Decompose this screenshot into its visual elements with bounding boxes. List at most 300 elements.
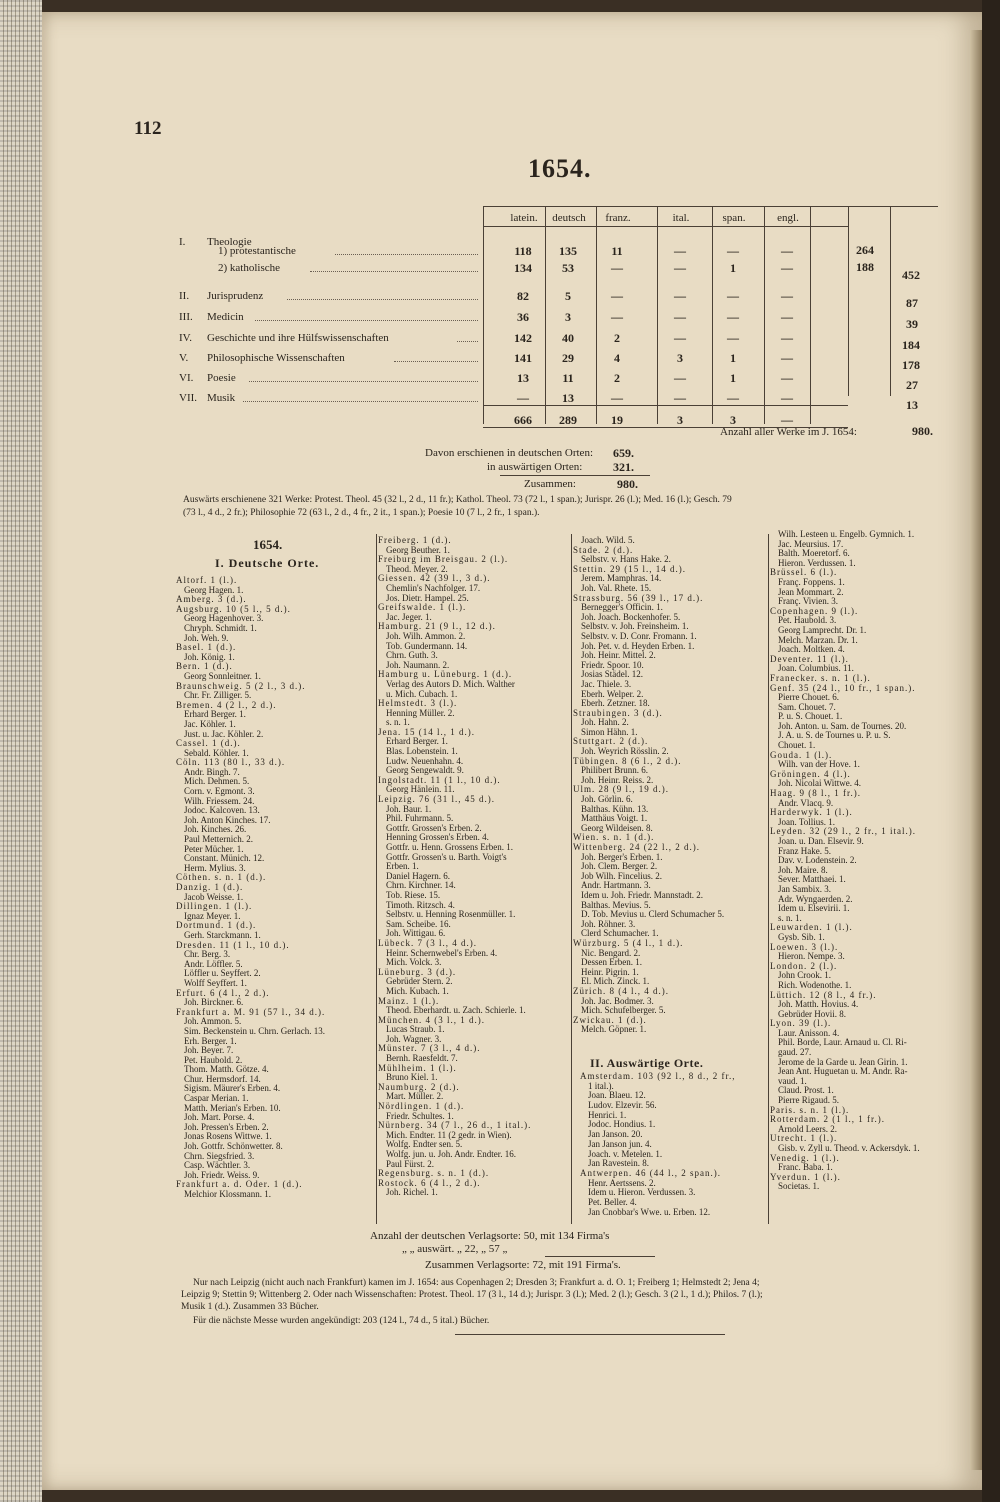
- publisher-entry: Erben. 1.: [386, 862, 419, 872]
- publisher-entry: Henning Müller. 2.: [386, 708, 455, 718]
- place-entry: Nördlingen. 1 (d.).: [378, 1102, 465, 1112]
- place-entry: Würzburg. 5 (4 l., 1 d.).: [573, 938, 684, 948]
- place-entry: Altorf. 1 (l.).: [176, 576, 238, 585]
- place-entry: Gröningen. 4 (l.).: [770, 769, 851, 779]
- publisher-entry: Jacob Weisse. 1.: [184, 892, 244, 902]
- publisher-entry: Joh. Naumann. 2.: [386, 660, 450, 670]
- publisher-entry: Lucas Straub. 1.: [386, 1025, 445, 1035]
- publisher-entry: Joh. Ammon. 5.: [184, 1017, 242, 1027]
- place-entry: Bern. 1 (d.).: [176, 662, 233, 672]
- publisher-entry: Joach. Wild. 5.: [581, 536, 635, 545]
- publisher-entry: Ludov. Elzevir. 56.: [588, 1101, 657, 1111]
- publisher-entry: Matth. Merian's Erben. 10.: [184, 1103, 281, 1113]
- publisher-entry: Joach. Moltken. 4.: [778, 645, 845, 655]
- publisher-entry: Paul Fürst. 2.: [386, 1159, 435, 1169]
- publisher-entry: Selbstv. u. Henning Rosenmüller. 1.: [386, 910, 516, 920]
- publisher-entry: Jonas Rosens Wittwe. 1.: [184, 1132, 272, 1142]
- verlag-rule: [545, 1256, 655, 1257]
- table-row-leader: [249, 381, 478, 382]
- publisher-entry: Nic. Bengard. 2.: [581, 948, 641, 958]
- table-cell: —: [781, 289, 793, 303]
- table-cell: 118: [514, 244, 532, 258]
- publisher-entry: Joh. Richel. 1.: [386, 1188, 438, 1198]
- table-col-header: span.: [722, 212, 746, 224]
- publisher-entry: Jos. Dietr. Hampel. 25.: [386, 593, 469, 603]
- table-sum-cell: 19: [611, 413, 623, 427]
- publisher-entry: Mich. Kubach. 1.: [386, 986, 449, 996]
- publisher-entry: Jan Sambix. 3.: [778, 884, 831, 894]
- table-row-roman: VI.: [179, 372, 194, 384]
- publisher-entry: Tob. Riese. 15.: [386, 890, 441, 900]
- summary-line3-label: Zusammen:: [524, 478, 576, 490]
- table-cell: 1: [730, 371, 736, 385]
- place-entry: Leuwarden. 1 (l.).: [770, 923, 853, 933]
- publisher-entry: Friedr. Schultes. 1.: [386, 1111, 454, 1121]
- place-entry: Braunschweig. 5 (2 l., 3 d.).: [176, 681, 306, 691]
- publisher-entry: Chr. Fr. Zilliger. 5.: [184, 691, 252, 701]
- place-entry: Freiburg im Breisgau. 2 (l.).: [378, 555, 509, 565]
- publisher-entry: Bernh. Raesfeldt. 7.: [386, 1054, 458, 1064]
- publisher-column-3-foreign: [580, 1072, 776, 1217]
- table-cell: —: [674, 289, 686, 303]
- table-cell: —: [674, 391, 686, 405]
- place-entry: Loewen. 3 (l.).: [770, 942, 839, 952]
- place-entry: Amberg. 3 (d.).: [176, 595, 247, 605]
- publisher-entry: Erhard Berger. 1.: [386, 737, 448, 747]
- publisher-entry: Verlag des Autors D. Mich. Walther: [386, 679, 515, 689]
- place-entry: Cöthen. s. n. 1 (d.).: [176, 873, 267, 883]
- table-row-leader: [287, 299, 478, 300]
- table-cell: 29: [562, 351, 574, 365]
- place-entry: Greifswalde. 1 (l.).: [378, 603, 467, 613]
- publisher-entry: Chr. Berg. 3.: [184, 950, 231, 960]
- place-entry: Venedig. 1 (l.).: [770, 1153, 840, 1163]
- table-header-rule: [483, 226, 848, 227]
- publisher-entry: Balth. Moeretorf. 6.: [778, 549, 850, 559]
- table-row-leader: [394, 361, 478, 362]
- table-cell: 53: [562, 261, 574, 275]
- publisher-entry: Joh. Matth. Hovius. 4.: [778, 1000, 859, 1010]
- publisher-entry: Theod. Meyer. 2.: [386, 564, 448, 574]
- publisher-entry: Ignaz Meyer. 1.: [184, 911, 241, 921]
- publisher-entry: Henning Grossen's Erben. 4.: [386, 833, 489, 843]
- publisher-entry: Josias Städel. 12.: [581, 670, 643, 680]
- publisher-entry: Chrn. Siegsfried. 3.: [184, 1151, 255, 1161]
- table-row-label: 1) protestantische: [218, 245, 296, 257]
- publisher-entry: Joh. Friedr. Weiss. 9.: [184, 1170, 260, 1180]
- table-cell: 2: [614, 331, 620, 345]
- verlag-line1: Anzahl der deutschen Verlagsorte: 50, mit 134 Firma's: [370, 1230, 610, 1242]
- table-cell: —: [517, 391, 529, 405]
- publisher-entry: Sigism. Mäurer's Erben. 4.: [184, 1084, 281, 1094]
- table-sum-cell: 3: [730, 413, 736, 427]
- publisher-entry: Thom. Matth. Götze. 4.: [184, 1065, 269, 1075]
- place-entry: Frankfurt a. M. 91 (57 l., 34 d.).: [176, 1007, 326, 1017]
- publisher-entry: Dessen Erben. 1.: [581, 958, 642, 968]
- place-entry: Mainz. 1 (l.).: [378, 996, 440, 1006]
- place-entry: Haag. 9 (8 l., 1 fr.).: [770, 789, 861, 799]
- publisher-entry: Joan. u. Dan. Elsevir. 9.: [778, 837, 864, 846]
- publisher-entry: Georg Lamprecht. Dr. 1.: [778, 625, 867, 635]
- table-cell: 135: [559, 244, 577, 258]
- publisher-entry: Joh. Baur. 1.: [386, 804, 432, 814]
- place-entry: Tübingen. 8 (6 l., 2 d.).: [573, 756, 682, 766]
- table-cell: —: [781, 261, 793, 275]
- publisher-entry: Idem u. Hieron. Verdussen. 3.: [588, 1188, 696, 1198]
- publisher-entry: Jean Ant. Huguetan u. M. Andr. Ra-: [778, 1067, 908, 1077]
- publisher-entry: Timoth. Ritzsch. 4.: [386, 900, 455, 910]
- publisher-column-3: [573, 536, 769, 1035]
- table-row-label: Musik: [207, 392, 236, 404]
- place-entry: Amsterdam. 103 (92 l., 8 d., 2 fr.,: [580, 1072, 736, 1081]
- place-entry: Basel. 1 (d.).: [176, 643, 237, 653]
- publisher-entry: Wolff Seyffert. 1.: [184, 978, 247, 988]
- publisher-entry: Joh. Anton Kinches. 17.: [184, 815, 271, 825]
- publisher-entry: Clerd Schumacher. 1.: [581, 929, 659, 939]
- publisher-entry: Joh. Wittigau. 6.: [386, 929, 446, 939]
- publisher-entry: Mart. Müller. 2.: [386, 1092, 444, 1102]
- publisher-entry: Friedr. Spoor. 10.: [581, 660, 644, 670]
- table-row-leader: [457, 341, 478, 342]
- publisher-entry: Selbstv. v. D. Conr. Fromann. 1.: [581, 631, 697, 641]
- column-divider-1: [376, 534, 377, 1224]
- place-entry: Naumburg. 2 (d.).: [378, 1082, 460, 1092]
- publisher-entry: Bernegger's Officin. 1.: [581, 603, 663, 613]
- verlag-line3: Zusammen Verlagsorte: 72, mit 191 Firma's.: [425, 1259, 621, 1271]
- publisher-entry: Jan Ravestein. 8.: [588, 1159, 649, 1169]
- publisher-entry: Joh. Kinches. 26.: [184, 825, 247, 835]
- place-entry: Gouda. 1 (l.).: [770, 750, 833, 760]
- table-row-label: 2) katholische: [218, 262, 281, 274]
- publisher-entry: Selbstv. v. Joh. Freinsheim. 1.: [581, 622, 689, 632]
- table-col-header: franz.: [605, 212, 631, 224]
- publisher-entry: Societas. 1.: [778, 1182, 820, 1192]
- table-row-total: 178: [902, 358, 920, 372]
- total-works-label: Anzahl aller Werke im J. 1654:: [720, 426, 857, 438]
- summary-line1-value: 659.: [613, 446, 634, 460]
- table-sum-cell: —: [781, 413, 793, 427]
- publisher-entry: Joh. Görlin. 6.: [581, 795, 633, 805]
- scan-right-edge: [982, 0, 1000, 1502]
- table-cell: —: [781, 371, 793, 385]
- table-subtotal: 264: [856, 243, 874, 257]
- table-row-total: 13: [906, 398, 918, 412]
- page-gutter-shadow: [970, 30, 982, 1470]
- place-entry: Leyden. 32 (29 l., 2 fr., 1 ital.).: [770, 827, 916, 837]
- publisher-entry: Joh. Weh. 9.: [184, 633, 229, 643]
- publisher-entry: Joh. Anton. u. Sam. de Tournes. 20.: [778, 721, 907, 731]
- table-cell: —: [611, 391, 623, 405]
- publisher-entry: P. u. S. Chouet. 1.: [778, 712, 843, 722]
- publisher-entry: Wolfg. jun. u. Joh. Andr. Endter. 16.: [386, 1150, 517, 1159]
- publisher-entry: Mich. Dehmen. 5.: [184, 777, 250, 787]
- publisher-entry: Melch. Göpner. 1.: [581, 1025, 647, 1035]
- place-entry: Straubingen. 3 (d.).: [573, 708, 663, 718]
- place-entry: Paris. s. n. 1 (l.).: [770, 1105, 850, 1115]
- publisher-entry: Jan Janson jun. 4.: [588, 1139, 652, 1149]
- publisher-entry: Joh. Joach. Bockenhofer. 5.: [581, 612, 681, 622]
- publisher-entry: vaud. 1.: [778, 1076, 807, 1086]
- publisher-entry: s. n. 1.: [386, 718, 410, 728]
- table-cell: —: [781, 351, 793, 365]
- publisher-entry: Erh. Berger. 1.: [184, 1036, 237, 1046]
- publisher-entry: Pet. Beller. 4.: [588, 1197, 637, 1207]
- place-entry: Hamburg. 21 (9 l., 12 d.).: [378, 622, 496, 632]
- publisher-entry: Gisb. v. Zyll u. Theod. v. Ackersdyk. 1.: [778, 1144, 920, 1153]
- place-entry: Lüneburg. 3 (d.).: [378, 967, 457, 977]
- table-col-divider: [810, 206, 811, 424]
- publisher-entry: Franç. Foppens. 1.: [778, 577, 845, 587]
- place-entry: Leipzig. 76 (31 l., 45 d.).: [378, 795, 495, 805]
- publisher-entry: Erhard Berger. 1.: [184, 710, 246, 720]
- publisher-entry: Idem u. Elsevirii. 1.: [778, 904, 850, 914]
- publisher-entry: Pet. Haubold. 2.: [184, 1055, 243, 1065]
- publisher-column-2: [378, 536, 576, 1198]
- publisher-entry: gaud. 27.: [778, 1048, 812, 1058]
- table-cell: —: [727, 331, 739, 345]
- publisher-entry: Andr. Hartmann. 3.: [581, 881, 651, 891]
- table-cell: —: [781, 244, 793, 258]
- table-row-label: Theologie: [207, 236, 252, 248]
- publisher-entry: Georg Sengewaldt. 9.: [386, 766, 464, 776]
- table-row-label: Poesie: [207, 372, 236, 384]
- table-row-label: Philosophische Wissenschaften: [207, 352, 345, 364]
- table-cell: —: [611, 310, 623, 324]
- publisher-entry: Selbstv. v. Hans Hake. 2.: [581, 555, 671, 565]
- table-row-roman: V.: [179, 352, 189, 364]
- total-works-value: 980.: [912, 424, 933, 438]
- table-row-label: Geschichte und ihre Hülfswissenschaften: [207, 332, 389, 344]
- publisher-entry: Daniel Hagern. 6.: [386, 871, 450, 881]
- place-entry: Ingolstadt. 11 (1 l., 10 d.).: [378, 775, 501, 785]
- publisher-entry: Georg Hänlein. 11.: [386, 785, 455, 795]
- place-entry: Lüttich. 12 (8 l., 4 fr.).: [770, 990, 877, 1000]
- list-heading-german: I. Deutsche Orte.: [215, 556, 320, 570]
- publisher-entry: Jerem. Mamphras. 14.: [581, 574, 662, 584]
- publisher-entry: Gysb. Sib. 1.: [778, 932, 825, 942]
- publisher-entry: Jodoc. Hondius. 1.: [588, 1120, 656, 1130]
- place-entry: München. 4 (3 l., 1 d.).: [378, 1015, 485, 1025]
- publisher-entry: Chrn. Kirchner. 14.: [386, 881, 456, 891]
- table-cell: 11: [562, 371, 574, 385]
- publisher-entry: Job Wilh. Fincelius. 2.: [581, 871, 662, 881]
- publisher-entry: John Crook. 1.: [778, 971, 832, 981]
- place-entry: Zwickau. 1 (d.).: [573, 1015, 647, 1025]
- publisher-entry: Wilh. Friessem. 24.: [184, 796, 255, 806]
- publisher-entry: Sebald. Köhler. 1.: [184, 748, 249, 758]
- publisher-entry: Gerh. Starckmann. 1.: [184, 930, 261, 940]
- table-row-roman: III.: [179, 311, 193, 323]
- table-cell: —: [611, 261, 623, 275]
- table-cell: 134: [514, 261, 532, 275]
- publisher-entry: Simon Hähn. 1.: [581, 727, 638, 737]
- publisher-entry: Theod. Eberhardt. u. Zach. Schierle. 1.: [386, 1006, 526, 1016]
- publisher-entry: Mich. Endter. 11 (2 gedr. in Wien).: [386, 1130, 512, 1140]
- publisher-entry: Joh. König. 1.: [184, 652, 235, 662]
- table-col-divider: [890, 206, 891, 396]
- table-sum-cell: 289: [559, 413, 577, 427]
- footnote-line4: Für die nächste Messe wurden angekündigt: 203 (124 l., 74 d., 5 ital.) Bücher.: [193, 1316, 490, 1326]
- publisher-entry: Gottfr. Grossen's u. Barth. Voigt's: [386, 852, 507, 862]
- publisher-entry: Heinr. Pigrin. 1.: [581, 967, 639, 977]
- publisher-entry: Phil. Borde, Laur. Arnaud u. Cl. Ri-: [778, 1038, 907, 1048]
- publisher-entry: Chrn. Guth. 3.: [386, 651, 438, 661]
- publisher-entry: Blas. Lobenstein. 1.: [386, 747, 458, 757]
- table-cell: —: [727, 310, 739, 324]
- publisher-entry: Pierre Rigaud. 5.: [778, 1096, 839, 1106]
- publisher-entry: Franc. Baba. 1.: [778, 1163, 833, 1173]
- publisher-entry: Hieron. Nempe. 3.: [778, 952, 845, 962]
- table-cell: 13: [562, 391, 574, 405]
- publisher-entry: Joan. Tollius. 1.: [778, 817, 835, 827]
- table-row-roman: II.: [179, 290, 190, 302]
- publisher-entry: Joh. Hahn. 2.: [581, 718, 629, 728]
- publisher-entry: Gebrüder Stern. 2.: [386, 977, 453, 987]
- publisher-entry: Sam. Scheibe. 16.: [386, 919, 451, 929]
- place-entry: Lyon. 39 (l.).: [770, 1019, 832, 1029]
- publisher-entry: Melchior Klossmann. 1.: [184, 1190, 271, 1199]
- publisher-entry: Joh. Pressen's Erben. 2.: [184, 1122, 269, 1132]
- table-cell: 40: [562, 331, 574, 345]
- publisher-entry: Joh. Nicolai Wittwe. 4.: [778, 779, 861, 789]
- publisher-entry: Sim. Beckenstein u. Chrn. Gerlach. 13.: [184, 1026, 325, 1036]
- year-heading: 1654.: [528, 154, 592, 183]
- publisher-entry: Jan Janson. 20.: [588, 1130, 643, 1140]
- table-sum-rule: [483, 405, 848, 406]
- table-cell: —: [781, 310, 793, 324]
- table-cell: 3: [565, 310, 571, 324]
- place-entry: Erfurt. 6 (4 l., 2 d.).: [176, 988, 270, 998]
- publisher-entry: Gebrüder Hovii. 8.: [778, 1009, 846, 1019]
- footnote-line3: Musik 1 (d.). Zusammen 33 Bücher.: [181, 1302, 319, 1312]
- publisher-entry: Jodoc. Kalcoven. 13.: [184, 806, 260, 816]
- publisher-entry: Tob. Gundermann. 14.: [386, 641, 468, 651]
- publisher-entry: Henr. Aertssens. 2.: [588, 1178, 656, 1188]
- publisher-entry: Chemlin's Nachfolger. 17.: [386, 583, 481, 593]
- table-cell: 3: [677, 351, 683, 365]
- publisher-entry: Heinr. Schernwebel's Erben. 4.: [386, 948, 498, 958]
- publisher-entry: Joh. Maire. 8.: [778, 865, 828, 875]
- publisher-entry: Sever. Matthaei. 1.: [778, 875, 846, 885]
- publisher-entry: Joh. Jac. Bodmer. 3.: [581, 996, 654, 1006]
- page-number: 112: [134, 118, 162, 139]
- place-entry: Lübeck. 7 (3 l., 4 d.).: [378, 938, 477, 948]
- summary-line1-label: Davon erschienen in deutschen Orten:: [425, 447, 593, 459]
- publisher-entry: Jac. Köhler. 1.: [184, 719, 236, 729]
- publisher-entry: Georg Hagen. 1.: [184, 585, 244, 595]
- publisher-entry: Constant. Münich. 12.: [184, 854, 265, 864]
- publisher-entry: Chouet. 1.: [778, 741, 816, 751]
- publisher-entry: Chryph. Schmidt. 1.: [184, 623, 257, 633]
- auswaerts-text-line2: (73 l., 4 d., 2 fr.); Philosophie 72 (63 l., 2 d., 4 fr., 2 it., 1 span.); Poesie 10 (7 l., 2 fr., 1 span.).: [183, 508, 540, 518]
- publisher-entry: Paul Metternich. 2.: [184, 835, 253, 845]
- publisher-entry: Dav. v. Lodenstein. 2.: [778, 856, 857, 866]
- place-entry: Deventer. 11 (l.).: [770, 654, 849, 664]
- table-cell: 1: [730, 351, 736, 365]
- publisher-entry: Joh. Birckner. 6.: [184, 998, 244, 1008]
- table-top-rule: [483, 206, 938, 207]
- publisher-entry: Melch. Marzan. Dr. 1.: [778, 635, 858, 645]
- publisher-entry: Franz Hake. 5.: [778, 846, 831, 856]
- publisher-entry: Idem u. Joh. Friedr. Mannstadt. 2.: [581, 890, 703, 900]
- publisher-column-4: [770, 530, 970, 1192]
- list-heading-foreign: II. Auswärtige Orte.: [590, 1056, 704, 1070]
- summary-line3-value: 980.: [617, 477, 638, 491]
- publisher-entry: Rich. Wodenothe. 1.: [778, 980, 852, 990]
- publisher-column-1: [176, 576, 376, 1200]
- place-entry: Strassburg. 56 (39 l., 17 d.).: [573, 593, 704, 603]
- publisher-entry: Jac. Jeger. 1.: [386, 612, 432, 622]
- publisher-entry: Henrici. 1.: [588, 1110, 627, 1120]
- summary-rule: [500, 475, 650, 476]
- place-entry: Giessen. 42 (39 l., 3 d.).: [378, 574, 491, 584]
- place-entry: Rotterdam. 2 (1 l., 1 fr.).: [770, 1115, 885, 1125]
- publisher-entry: Pet. Haubold. 3.: [778, 616, 837, 626]
- place-entry: London. 2 (l.).: [770, 961, 838, 971]
- table-sum-cell: 3: [677, 413, 683, 427]
- publisher-entry: Pierre Chouet. 6.: [778, 693, 839, 703]
- table-row-leader: [243, 401, 479, 402]
- place-entry: Cöln. 113 (80 l., 33 d.).: [176, 758, 286, 768]
- table-cell: —: [674, 261, 686, 275]
- publisher-entry: Bruno Kiel. 1.: [386, 1073, 438, 1083]
- table-cell: —: [674, 310, 686, 324]
- table-cell: 141: [514, 351, 532, 365]
- place-entry: Helmstedt. 3 (l.).: [378, 699, 458, 709]
- table-row-label: Medicin: [207, 311, 244, 323]
- place-entry: Wittenberg. 24 (22 l., 2 d.).: [573, 843, 700, 852]
- table-cell: —: [674, 244, 686, 258]
- auswaerts-text-line1: Auswärts erschienene 321 Werke: Protest. Theol. 45 (32 l., 2 d., 11 fr.); Kathol. Theol. 73 (72 l., 1 span.); Jurispr. 26 (l.); Med. 16 (l.); Gesch. 79: [183, 495, 732, 505]
- publisher-entry: Mich. Volck. 3.: [386, 958, 442, 968]
- table-cell: —: [674, 331, 686, 345]
- table-row-roman: VII.: [179, 392, 198, 404]
- table-cell: —: [727, 289, 739, 303]
- publisher-entry: Mich. Schufelberger. 5.: [581, 1006, 666, 1016]
- publisher-entry: Joh. Wagner. 3.: [386, 1034, 442, 1044]
- place-entry: Genf. 35 (24 l., 10 fr., 1 span.).: [770, 683, 916, 693]
- table-cell: —: [727, 244, 739, 258]
- publisher-entry: Balthas. Mevius. 5.: [581, 900, 651, 910]
- column-divider-2: [571, 534, 572, 1224]
- publisher-entry: Georg Sonnleitner. 1.: [184, 671, 261, 681]
- table-cell: —: [781, 391, 793, 405]
- publisher-entry: Wilh. van der Hove. 1.: [778, 760, 860, 770]
- place-entry: Mühlheim. 1 (l.).: [378, 1063, 457, 1073]
- publisher-entry: Joh. Val. Rhete. 15.: [581, 583, 652, 593]
- table-row-leader: [310, 271, 478, 272]
- table-col-divider: [483, 206, 484, 424]
- publisher-entry: Wilh. Lesteen u. Engelb. Gymnich. 1.: [778, 530, 915, 539]
- publisher-entry: Gottfr. u. Henn. Grossens Erben. 1.: [386, 843, 513, 852]
- publisher-entry: Laur. Anisson. 4.: [778, 1028, 840, 1038]
- place-entry: Dortmund. 1 (d.).: [176, 921, 257, 931]
- table-row-total: 27: [906, 378, 918, 392]
- publisher-entry: Joh. Beyer. 7.: [184, 1046, 234, 1056]
- table-col-header: latein.: [510, 212, 538, 224]
- publisher-entry: Wolfg. Endter sen. 5.: [386, 1140, 463, 1150]
- publisher-entry: 1 ital.).: [588, 1081, 614, 1091]
- publisher-entry: Matthäus Voigt. 1.: [581, 814, 648, 824]
- publisher-entry: Herm. Mylius. 3.: [184, 863, 246, 873]
- table-cell: 142: [514, 331, 532, 345]
- table-cell: 11: [611, 244, 623, 258]
- place-entry: Stuttgart. 2 (d.).: [573, 737, 649, 747]
- publisher-entry: J. A. u. S. de Tournes u. P. u. S.: [778, 731, 891, 741]
- publisher-entry: Joh. Röhner. 3.: [581, 919, 636, 929]
- publisher-entry: Joh. Heinr. Mittel. 2.: [581, 651, 656, 661]
- table-row-label: Jurisprudenz: [207, 290, 264, 302]
